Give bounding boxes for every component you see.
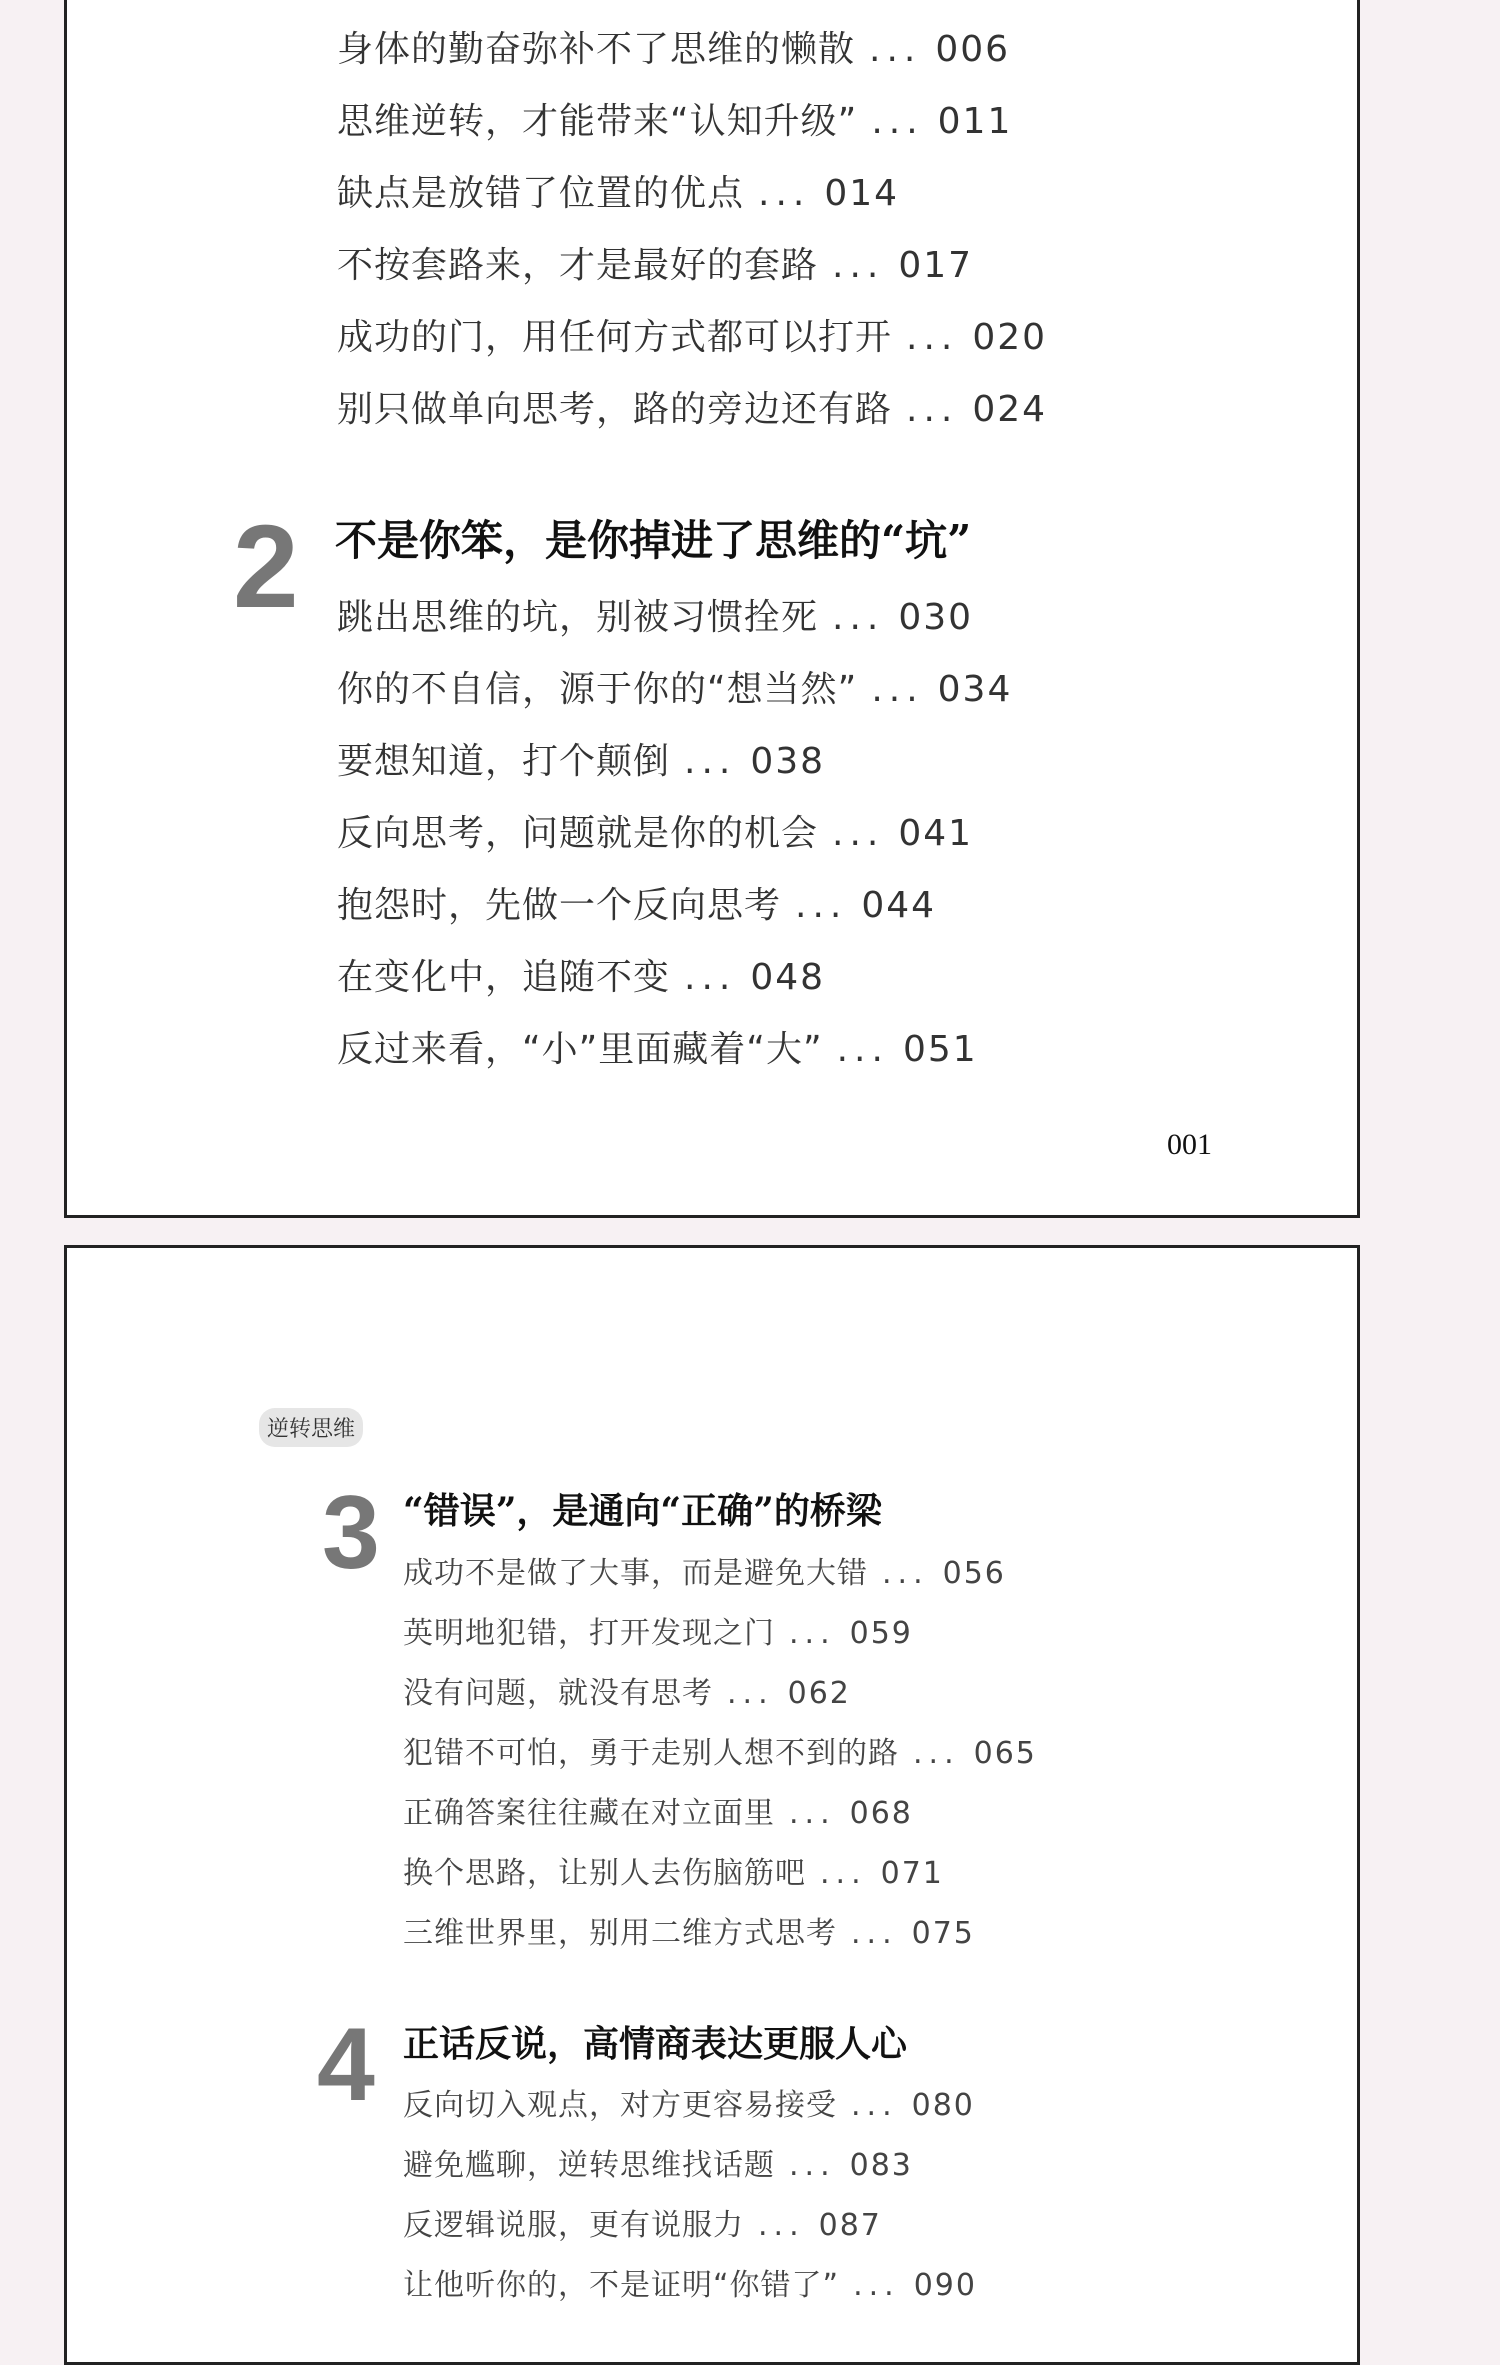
toc-entry-title: 换个思路，让别人去伤脑筋吧 <box>403 1856 806 1891</box>
toc-entry-title: 正确答案往往藏在对立面里 <box>403 1796 775 1831</box>
toc-entry-title: 跳出思维的坑，别被习惯拴死 <box>337 597 819 638</box>
toc-entry <box>403 2080 975 2124</box>
toc-entry-page: 075 <box>911 1916 975 1951</box>
chapter-title: “错误”，是通向“正确”的桥梁 <box>403 1490 882 1532</box>
toc-entry-page: 048 <box>750 957 826 998</box>
toc-entry-title: 思维逆转，才能带来“认知升级” <box>337 101 858 142</box>
toc-leader-dots: ... <box>684 741 737 782</box>
toc-leader-dots: ... <box>727 1676 774 1711</box>
toc-entry-page: 056 <box>942 1556 1006 1591</box>
toc-entry-title: 犯错不可怕，勇于走别人想不到的路 <box>403 1736 899 1771</box>
toc-entry-page: 065 <box>973 1736 1037 1771</box>
toc-leader-dots: ... <box>789 1616 836 1651</box>
toc-entry <box>403 2260 977 2304</box>
chapter-number: 3 <box>322 1475 380 1591</box>
toc-entry <box>403 1548 1006 1592</box>
toc-entry-page: 030 <box>898 597 974 638</box>
toc-entry-title: 抱怨时，先做一个反向思考 <box>337 885 782 926</box>
toc-entry <box>403 1848 944 1892</box>
toc-entry-page: 024 <box>972 389 1048 430</box>
toc-entry <box>337 949 825 1000</box>
toc-entry-page: 006 <box>935 29 1011 70</box>
toc-entry-title: 不按套路来，才是最好的套路 <box>337 245 819 286</box>
toc-leader-dots: ... <box>871 101 924 142</box>
toc-entry-title: 避免尴聊，逆转思维找话题 <box>403 2148 775 2183</box>
toc-leader-dots: ... <box>758 173 811 214</box>
toc-entry-title: 要想知道，打个颠倒 <box>337 741 671 782</box>
toc-entry <box>337 877 936 928</box>
toc-leader-dots: ... <box>832 597 885 638</box>
toc-entry <box>337 165 899 216</box>
toc-entry-page: 011 <box>937 101 1013 142</box>
toc-entry <box>337 661 1012 712</box>
toc-entry-title: 让他听你的，不是证明“你错了” <box>403 2268 840 2303</box>
toc-entry <box>403 1788 913 1832</box>
page-number: 001 <box>1167 1128 1212 1161</box>
toc-entry <box>337 237 973 288</box>
toc-entry-title: 英明地犯错，打开发现之门 <box>403 1616 775 1651</box>
toc-leader-dots: ... <box>832 813 885 854</box>
toc-entry <box>403 2200 882 2244</box>
toc-entry-page: 062 <box>787 1676 851 1711</box>
chapter-number: 2 <box>233 501 299 633</box>
toc-entry-title: 反过来看，“小”里面藏着“大” <box>337 1029 823 1070</box>
chapter-title: 不是你笨，是你掉进了思维的“坑” <box>335 516 972 565</box>
toc-leader-dots: ... <box>758 2208 805 2243</box>
toc-entry <box>403 1728 1037 1772</box>
toc-entry <box>337 1021 978 1072</box>
toc-entry-page: 020 <box>972 317 1048 358</box>
toc-entry-title: 你的不自信，源于你的“想当然” <box>337 669 858 710</box>
toc-leader-dots: ... <box>836 1029 889 1070</box>
toc-entry <box>337 309 1047 360</box>
chapter-title: 正话反说，高情商表达更服人心 <box>403 2023 908 2065</box>
toc-entry <box>403 1668 851 1712</box>
toc-leader-dots: ... <box>871 669 924 710</box>
toc-leader-dots: ... <box>851 1916 898 1951</box>
toc-entry <box>337 733 825 784</box>
toc-leader-dots: ... <box>684 957 737 998</box>
toc-entry <box>403 1608 913 1652</box>
book-page-top <box>64 0 1360 1218</box>
toc-entry-page: 087 <box>818 2208 882 2243</box>
toc-entry-title: 缺点是放错了位置的优点 <box>337 173 745 214</box>
toc-entry <box>337 589 973 640</box>
toc-entry-title: 在变化中，追随不变 <box>337 957 671 998</box>
toc-leader-dots: ... <box>906 389 959 430</box>
toc-leader-dots: ... <box>913 1736 960 1771</box>
toc-leader-dots: ... <box>795 885 848 926</box>
toc-entry-page: 083 <box>849 2148 913 2183</box>
toc-entry-page: 068 <box>849 1796 913 1831</box>
book-page-bottom <box>64 1245 1360 2365</box>
toc-entry <box>403 1908 975 1952</box>
toc-entry-page: 051 <box>902 1029 978 1070</box>
toc-leader-dots: ... <box>789 2148 836 2183</box>
toc-entry-page: 059 <box>849 1616 913 1651</box>
toc-entry-page: 017 <box>898 245 974 286</box>
toc-entry-page: 014 <box>824 173 900 214</box>
toc-leader-dots: ... <box>853 2268 900 2303</box>
toc-entry <box>337 21 1010 72</box>
toc-leader-dots: ... <box>789 1796 836 1831</box>
toc-leader-dots: ... <box>882 1556 929 1591</box>
toc-leader-dots: ... <box>832 245 885 286</box>
toc-entry <box>337 381 1047 432</box>
toc-leader-dots: ... <box>851 2088 898 2123</box>
toc-entry-title: 反逻辑说服，更有说服力 <box>403 2208 744 2243</box>
toc-leader-dots: ... <box>820 1856 867 1891</box>
toc-entry-page: 038 <box>750 741 826 782</box>
toc-entry-page: 041 <box>898 813 974 854</box>
toc-entry-title: 三维世界里，别用二维方式思考 <box>403 1916 837 1951</box>
toc-entry-title: 身体的勤奋弥补不了思维的懒散 <box>337 29 856 70</box>
toc-entry <box>403 2140 913 2184</box>
toc-entry-page: 071 <box>880 1856 944 1891</box>
toc-leader-dots: ... <box>906 317 959 358</box>
toc-entry-title: 别只做单向思考，路的旁边还有路 <box>337 389 893 430</box>
toc-entry-title: 成功的门，用任何方式都可以打开 <box>337 317 893 358</box>
chapter-number: 4 <box>317 2007 375 2123</box>
running-head: 逆转思维 <box>259 1408 363 1447</box>
toc-entry-page: 080 <box>911 2088 975 2123</box>
toc-entry-page: 034 <box>937 669 1013 710</box>
toc-entry-page: 090 <box>913 2268 977 2303</box>
toc-entry-title: 没有问题，就没有思考 <box>403 1676 713 1711</box>
toc-entry-title: 反向思考，问题就是你的机会 <box>337 813 819 854</box>
toc-entry-page: 044 <box>861 885 937 926</box>
toc-entry <box>337 805 973 856</box>
toc-leader-dots: ... <box>869 29 922 70</box>
toc-entry-title: 成功不是做了大事，而是避免大错 <box>403 1556 868 1591</box>
toc-entry-title: 反向切入观点，对方更容易接受 <box>403 2088 837 2123</box>
toc-entry <box>337 93 1012 144</box>
